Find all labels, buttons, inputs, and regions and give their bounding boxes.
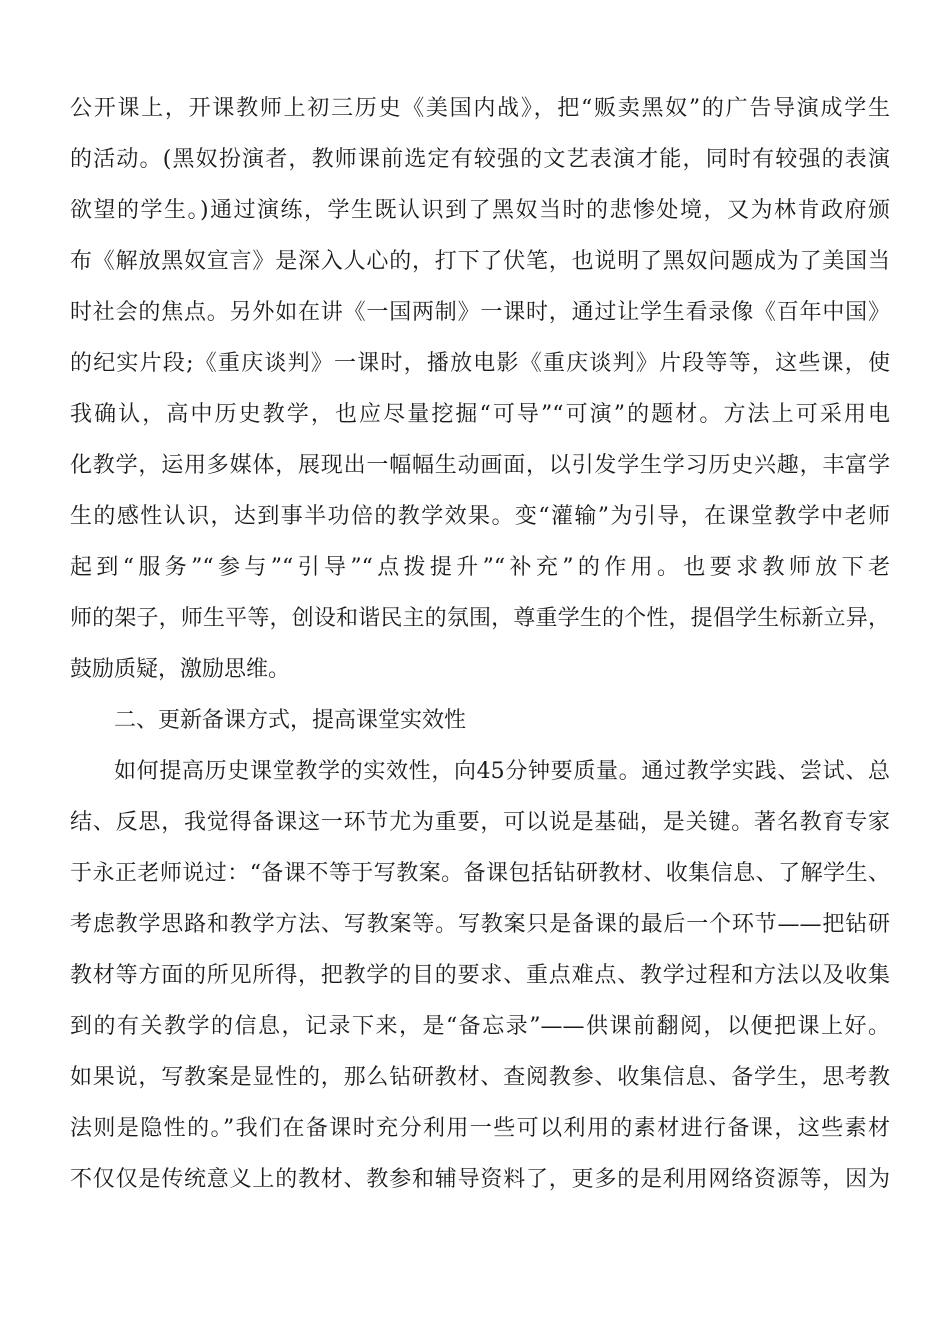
text-line: 的纪实片段;《重庆谈判》一课时，播放电影《重庆谈判》片段等等，这些课，使 [70,351,890,376]
text-line: 结、反思，我觉得备课这一环节尤为重要，可以说是基础，是关键。著名教育专家 [70,810,890,835]
text-line: 起到“服务”“参与”“引导”“点拨提升”“补充”的作用。也要求教师放下老 [70,555,890,580]
text-line: 法则是隐性的。”我们在备课时充分利用一些可以利用的素材进行备课，这些素材 [70,1116,890,1141]
text-line: 到的有关教学的信息，记录下来，是“备忘录”——供课前翻阅，以便把课上好。 [70,1014,890,1039]
text-line: 鼓励质疑，激励思维。 [70,657,291,682]
text-line: 于永正老师说过：“备课不等于写教案。备课包括钻研教材、收集信息、了解学生、 [70,861,890,886]
text-line: 师的架子，师生平等，创设和谐民主的氛围，尊重学生的个性，提倡学生标新立异， [70,606,890,631]
text-line: 时社会的焦点。另外如在讲《一国两制》一课时，通过让学生看录像《百年中国》 [70,300,890,325]
text-line: 布《解放黑奴宣言》是深入人心的，打下了伏笔，也说明了黑奴问题成为了美国当 [70,249,890,274]
text-line: 欲望的学生。)通过演练，学生既认识到了黑奴当时的悲惨处境，又为林肯政府颁 [70,198,890,223]
text-line: 的活动。(黑奴扮演者，教师课前选定有较强的文艺表演才能，同时有较强的表演 [70,147,890,172]
text-line: 如何提高历史课堂教学的实效性，向45分钟要质量。通过教学实践、尝试、总 [114,759,890,784]
section-heading: 二、更新备课方式，提高课堂实效性 [114,708,467,733]
text-line: 我确认，高中历史教学，也应尽量挖掘“可导”“可演”的题材。方法上可采用电 [70,402,890,427]
text-line: 不仅仅是传统意义上的教材、教参和辅导资料了，更多的是利用网络资源等，因为 [70,1167,890,1192]
text-line: 教材等方面的所见所得，把教学的目的要求、重点难点、教学过程和方法以及收集 [70,963,890,988]
text-line: 如果说，写教案是显性的，那么钻研教材、查阅教参、收集信息、备学生，思考教 [70,1065,890,1090]
text-line: 生的感性认识，达到事半功倍的教学效果。变“灌输”为引导，在课堂教学中老师 [70,504,890,529]
text-line: 公开课上，开课教师上初三历史《美国内战》，把“贩卖黑奴”的广告导演成学生 [70,96,890,121]
text-line: 化教学，运用多媒体，展现出一幅幅生动画面，以引发学生学习历史兴趣，丰富学 [70,453,890,478]
text-line: 考虑教学思路和教学方法、写教案等。写教案只是备课的最后一个环节——把钻研 [70,912,890,937]
